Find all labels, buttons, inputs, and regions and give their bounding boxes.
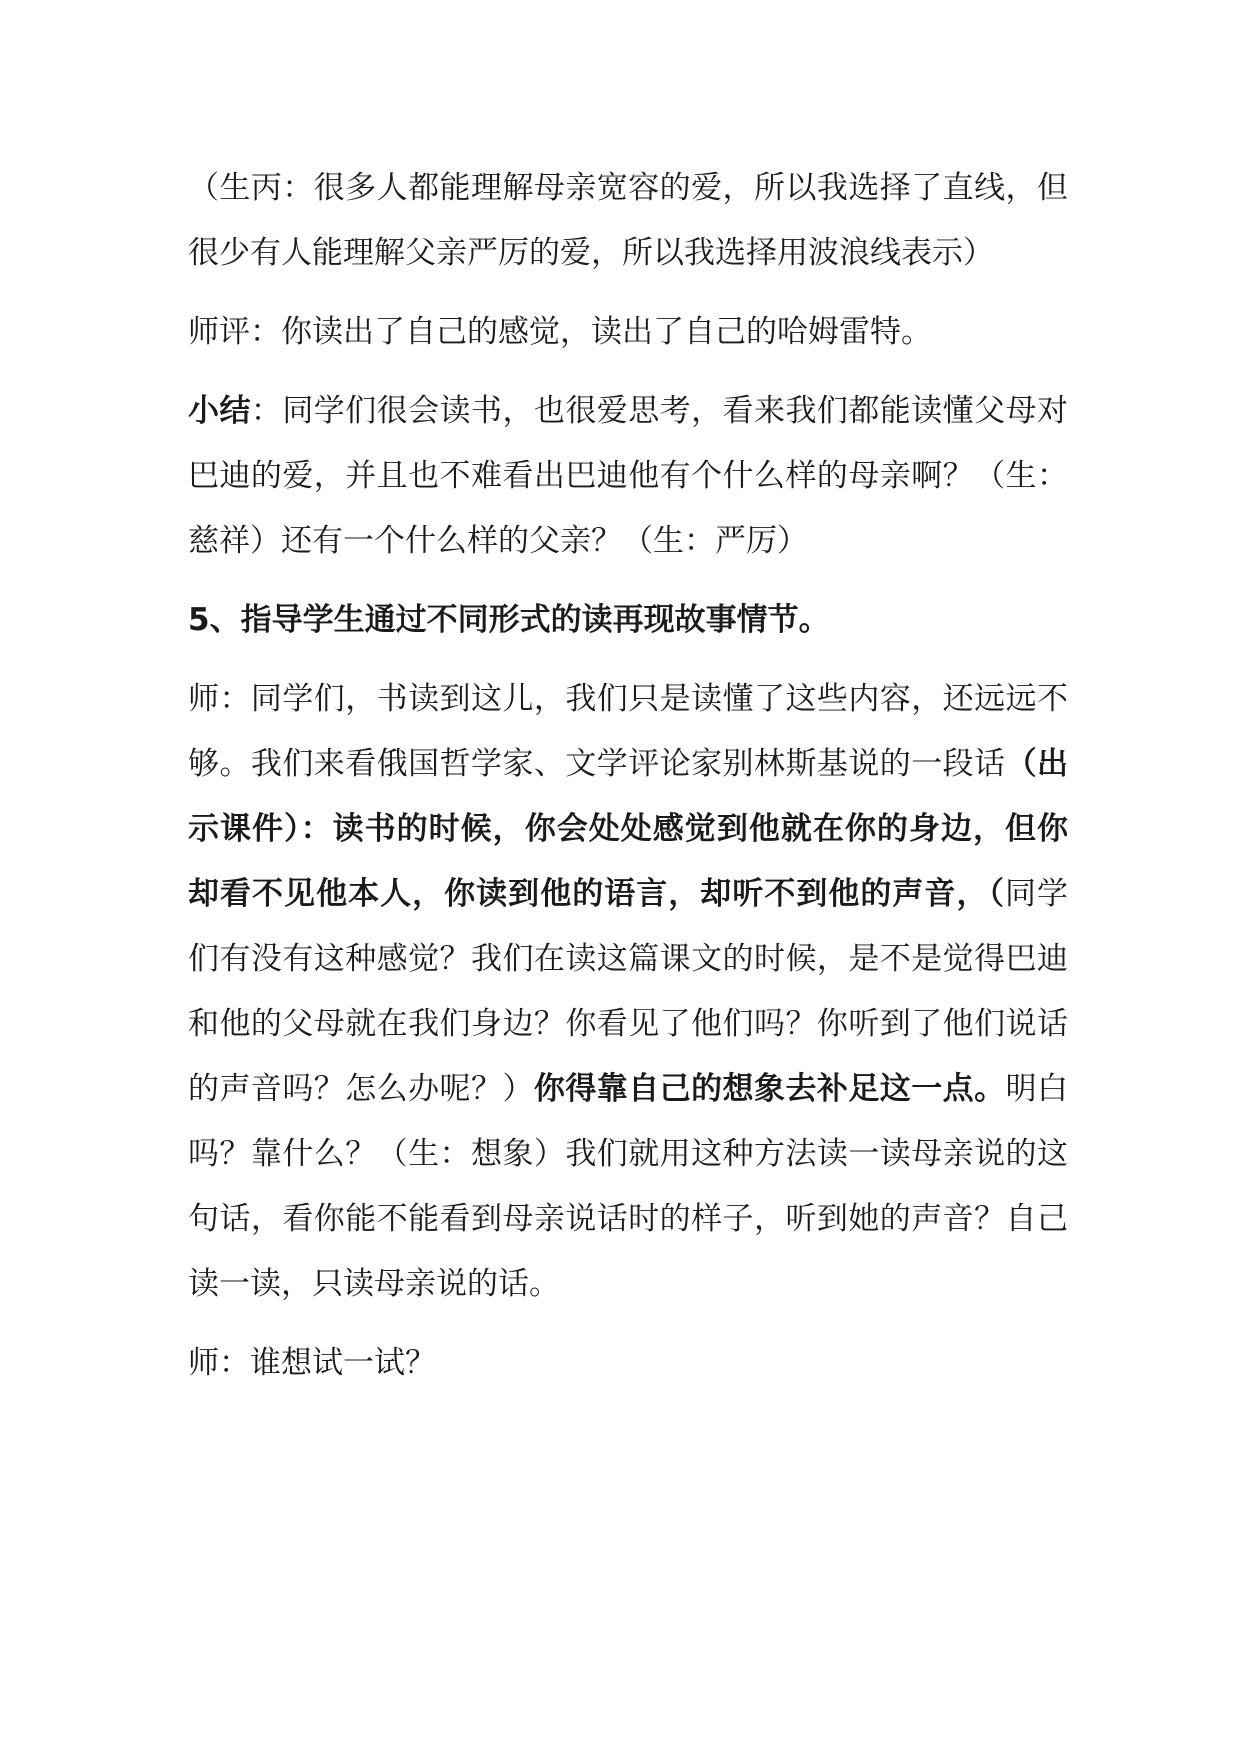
- section-heading: 5、指导学生通过不同形式的读再现故事情节。: [188, 602, 830, 638]
- paragraph-teacher-comment: 师评：你读出了自己的感觉，读出了自己的哈姆雷特。: [188, 314, 932, 350]
- document-page: [188, 156, 1068, 1396]
- guidance-question: 同学们有没有这种感觉？我们在读这篇课文的时候，是不是觉得巴迪和他的父母就在我们身边？你看见了他们吗？你听到了他们说话的声音吗？怎么办呢？）: [188, 876, 1069, 1107]
- summary-label: 小结: [188, 393, 251, 429]
- guidance-instruction: 明白吗？靠什么？（生：想象）我们就用这种方法读一读母亲说的这句话，看你能不能看到母亲说话时的样子，听到她的声音？自己读一读，只读母亲说的话。: [188, 1071, 1069, 1302]
- paragraph-teacher-prompt: 师：谁想试一试？: [188, 1345, 436, 1381]
- guidance-intro: 师：同学们，书读到这儿，我们只是读懂了这些内容，还远远不够。我们来看俄国哲学家、文学评论家别林斯基说的一段话: [188, 681, 1068, 782]
- guidance-quote-bold: （出示课件）：读书的时候，你会处处感觉到他就在你的身边，但你却看不见他本人，你读到他的语言，却听不到他的声音，（: [188, 746, 1069, 912]
- paragraph-student-answer: （生丙：很多人都能理解母亲宽容的爱，所以我选择了直线，但很少有人能理解父亲严厉的爱，所以我选择用波浪线表示）: [188, 170, 1068, 271]
- guidance-quote-end-bold: 你得靠自己的想象去补足这一点。: [533, 1071, 1006, 1107]
- paragraph-summary: [188, 379, 1068, 574]
- paragraph-teacher-guidance: [188, 667, 1068, 1317]
- summary-text: ：同学们很会读书，也很爱思考，看来我们都能读懂父母对巴迪的爱，并且也不难看出巴迪他有个什么样的母亲啊？（生：慈祥）还有一个什么样的父亲？（生：严厉）: [188, 393, 1068, 559]
